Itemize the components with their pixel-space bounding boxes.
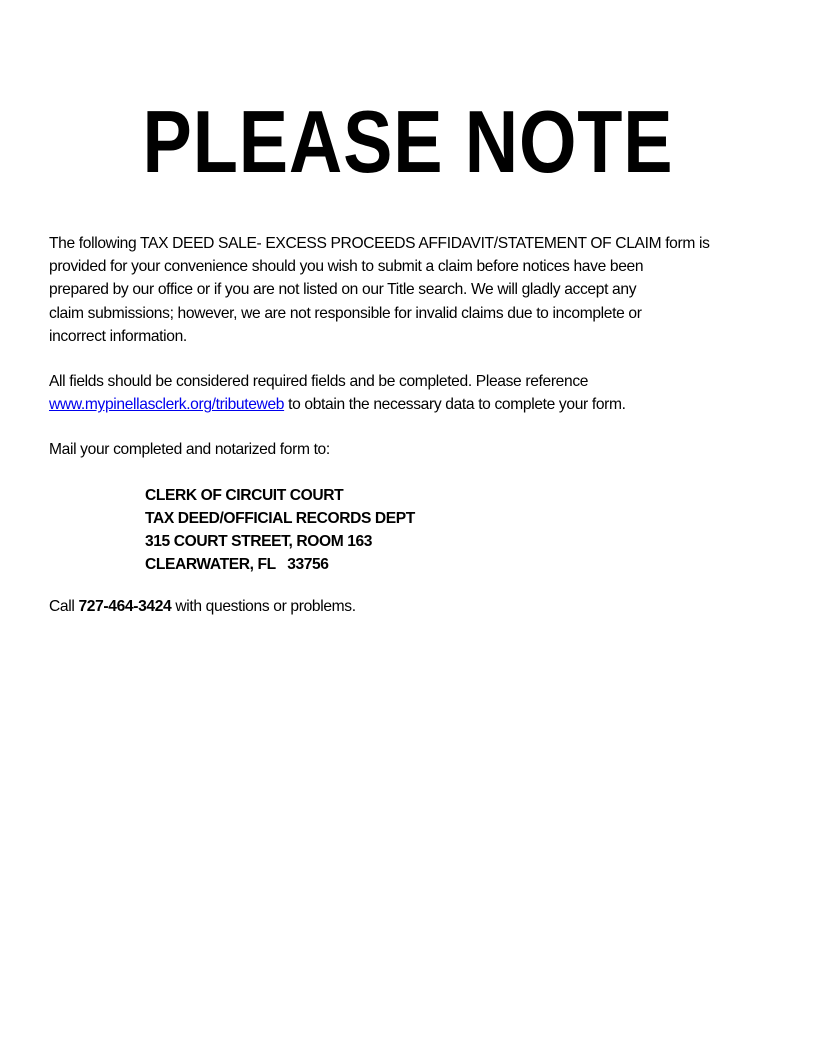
address-line: 315 COURT STREET, ROOM 163 [145, 533, 373, 550]
text-line: All fields should be considered required fields and be completed. Please reference [49, 373, 589, 390]
instructions-paragraph [49, 370, 626, 416]
text-line: provided for your convenience should you wish to submit a claim before notices have been [49, 258, 644, 276]
mail-instruction: Mail your completed and notarized form to: [49, 441, 330, 458]
text-line [49, 393, 626, 416]
text-line: claim submissions; however, we are not responsible for invalid claims due to incomplete or [49, 304, 642, 322]
text-fragment: Call [49, 598, 79, 615]
intro-paragraph [49, 232, 710, 348]
text-fragment: with questions or problems. [171, 598, 356, 615]
address-line: CLERK OF CIRCUIT COURT [145, 487, 344, 504]
contact-line [49, 595, 356, 618]
phone-number: 727-464-3424 [78, 598, 172, 615]
mailing-address [145, 484, 415, 576]
text-fragment: to obtain the necessary data to complete your form. [284, 396, 626, 414]
address-line: CLEARWATER, FL 33756 [145, 556, 329, 573]
text-line: incorrect information. [49, 327, 187, 345]
text-line: The following TAX DEED SALE- EXCESS PROCEEDS AFFIDAVIT/STATEMENT OF CLAIM form is [49, 235, 710, 252]
page-title: PLEASE NOTE [142, 92, 674, 191]
text-line: prepared by our office or if you are not listed on our Title search. We will gladly accept any [49, 281, 637, 299]
address-line: TAX DEED/OFFICIAL RECORDS DEPT [145, 510, 415, 527]
tributeweb-link[interactable]: www.mypinellasclerk.org/tributeweb [49, 396, 285, 414]
